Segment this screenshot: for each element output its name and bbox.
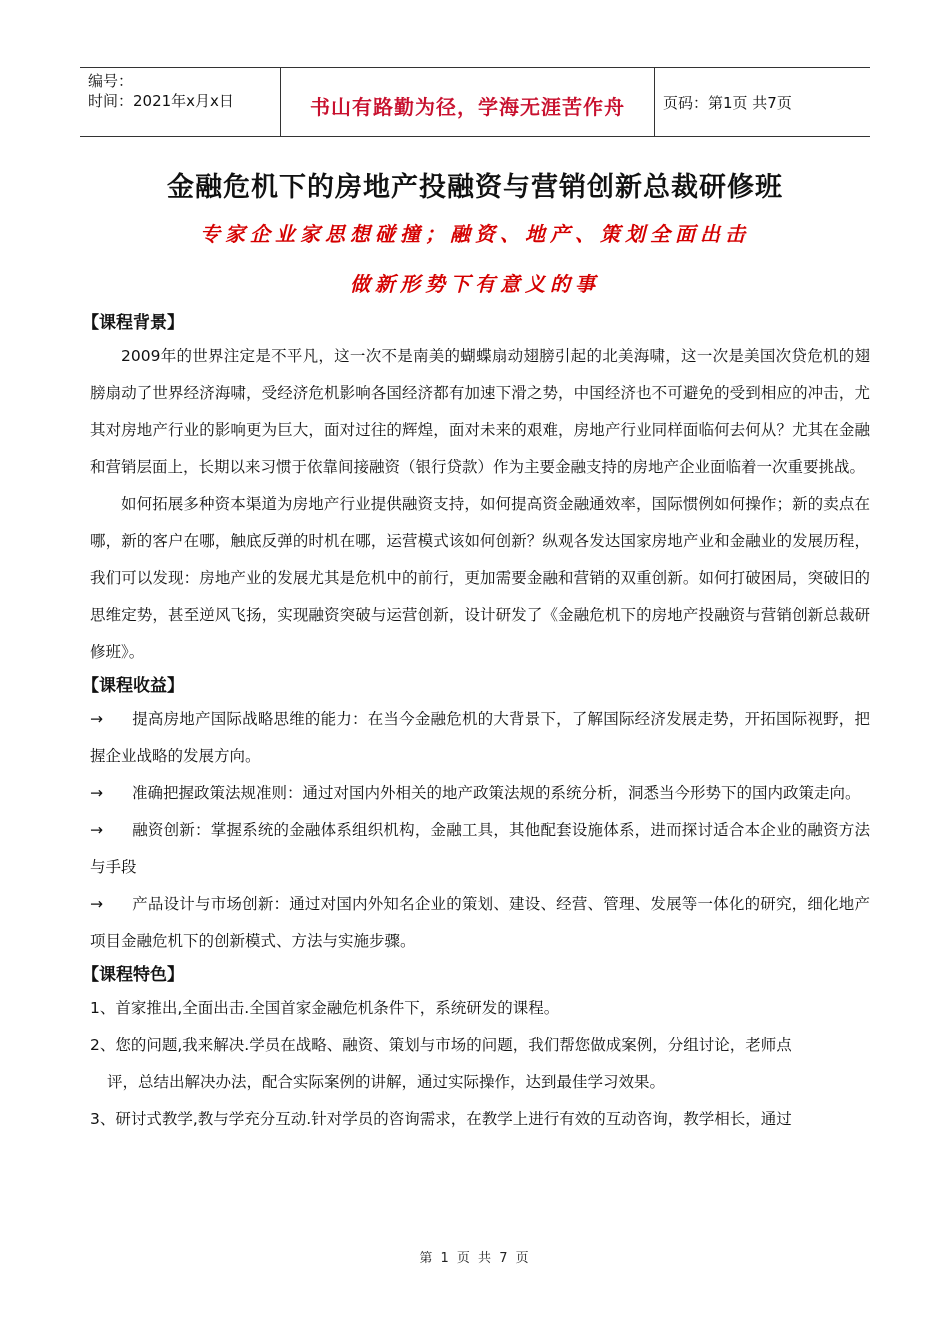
benefit-text: 提高房地产国际战略思维的能力：在当今金融危机的大背景下，了解国际经济发展走势，开拓国际视野，把握企业战略的发展方向。 <box>90 710 870 765</box>
section-heading-background: 【课程背景】 <box>82 313 184 333</box>
header-page-label: 页码：第1页 共7页 <box>663 93 792 112</box>
background-paragraph: 如何拓展多种资本渠道为房地产行业提供融资支持，如何提高资金融通效率，国际惯例如何操作；新的卖点在哪，新的客户在哪，触底反弹的时机在哪，运营模式该如何创新？纵观各发达国家房地产业和金融业的发展历程，我们可以发现：房地产业的发展尤其是危机中的前行，更加需要金融和营销的双重创新。如何打破困局，突破旧的思维定势，甚至逆风飞扬，实现融资突破与运营创新，设计研发了《金融危机下的房地产投融资与营销创新总裁研修班》。 <box>90 495 870 661</box>
arrow-icon: → <box>90 784 103 802</box>
benefit-text: 产品设计与市场创新：通过对国内外知名企业的策划、建设、经营、管理、发展等一体化的研究，细化地产项目金融危机下的创新模式、方法与实施步骤。 <box>90 895 870 950</box>
feature-text: 1、首家推出,全面出击.全国首家金融危机条件下，系统研发的课程。 <box>90 999 560 1017</box>
benefit-item <box>90 775 870 812</box>
feature-item <box>90 990 870 1027</box>
page-footer: 第 1 页 共 7 页 <box>419 1251 531 1266</box>
section-heading-features: 【课程特色】 <box>82 965 184 985</box>
header-motto-cell <box>281 68 655 136</box>
header-motto: 书山有路勤为径，学海无涯苦作舟 <box>310 94 625 119</box>
subtitle-slogan-2: 做新形势下有意义的事 <box>350 272 600 296</box>
arrow-icon: → <box>90 895 103 913</box>
feature-item <box>90 1027 870 1101</box>
background-paragraph: 2009年的世界注定是不平凡，这一次不是南美的蝴蝶扇动翅膀引起的北美海啸，这一次是美国次贷危机的翅膀扇动了世界经济海啸，受经济危机影响各国经济都有加速下滑之势，中国经济也不可避免的受到相应的冲击，尤其对房地产行业的影响更为巨大，面对过往的辉煌，面对未来的艰难，房地产行业同样面临何去何从？尤其在金融和营销层面上，长期以来习惯于依靠间接融资（银行贷款）作为主要金融支持的房地产企业面临着一次重要挑战。 <box>90 347 870 476</box>
document-time-label: 时间：2021年x月x日 <box>88 92 234 110</box>
arrow-icon: → <box>90 710 103 728</box>
feature-item <box>90 1101 870 1138</box>
page-header <box>80 67 870 137</box>
document-title: 金融危机下的房地产投融资与营销创新总裁研修班 <box>167 172 783 203</box>
benefit-text: 准确把握政策法规准则：通过对国内外相关的地产政策法规的系统分析，洞悉当今形势下的国内政策走向。 <box>132 784 861 802</box>
arrow-icon: → <box>90 821 103 839</box>
benefit-item <box>90 701 870 775</box>
header-page-cell <box>655 68 870 136</box>
feature-text-continued: 评，总结出解决办法，配合实际案例的讲解，通过实际操作，达到最佳学习效果。 <box>107 1073 666 1091</box>
header-meta <box>80 68 281 136</box>
benefit-text: 融资创新：掌握系统的金融体系组织机构，金融工具，其他配套设施体系，进而探讨适合本企业的融资方法与手段 <box>90 821 870 876</box>
document-number-label: 编号： <box>88 72 134 90</box>
section-heading-benefits: 【课程收益】 <box>82 676 184 696</box>
benefit-item <box>90 812 870 886</box>
document-body <box>82 308 870 1138</box>
feature-text: 3、研讨式教学,教与学充分互动.针对学员的咨询需求，在教学上进行有效的互动咨询，教学相长，通过 <box>90 1110 792 1128</box>
feature-text: 2、您的问题,我来解决.学员在战略、融资、策划与市场的问题，我们帮您做成案例，分组讨论，老师点 <box>90 1036 792 1054</box>
subtitle-slogan-1: 专家企业家思想碰撞；融资、地产、策划全面出击 <box>200 222 750 246</box>
benefit-item <box>90 886 870 960</box>
